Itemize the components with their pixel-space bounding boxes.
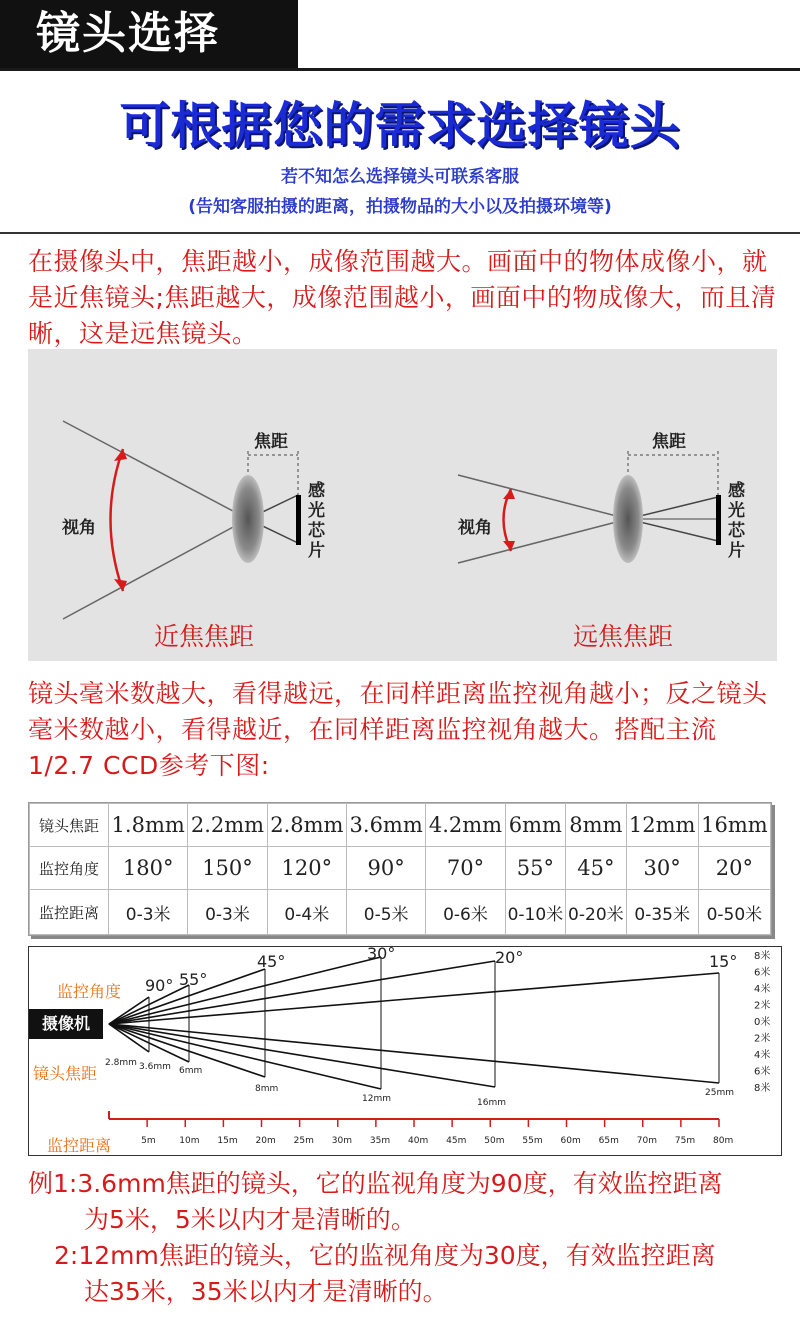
- far-focus-diagram: [458, 451, 721, 563]
- height-scale-label: 4米: [754, 1050, 771, 1061]
- distance-cell: 0-5米: [346, 890, 425, 935]
- focal-label: 12mm: [362, 1094, 391, 1104]
- row-header-focal: 镜头焦距: [30, 804, 109, 847]
- angle-cell: 30°: [626, 847, 698, 890]
- far-sensor-label: 感光芯片: [728, 481, 745, 561]
- divider: [0, 232, 800, 234]
- height-scale-label: 8米: [754, 1083, 771, 1094]
- focal-cell: 6mm: [505, 804, 565, 847]
- example-1-line-1: 例1:3.6mm焦距的镜头，它的监视角度为90度，有效监控距离: [28, 1169, 723, 1198]
- fov-cone-lower: [109, 1024, 381, 1089]
- distance-tick-label: 50m: [484, 1136, 505, 1146]
- angle-cell: 90°: [346, 847, 425, 890]
- lens-diagram-svg: [28, 349, 777, 661]
- subtitle-line-2: (告知客服拍摄的距离，拍摄物品的大小以及拍摄环境等): [188, 197, 612, 217]
- distance-tick-label: 65m: [598, 1136, 619, 1146]
- focal-label: 2.8mm: [105, 1058, 137, 1068]
- example-2-line-1: 2:12mm焦距的镜头，它的监视角度为30度，有效监控距离: [54, 1241, 716, 1270]
- distance-axis-label: 监控距离: [47, 1136, 112, 1155]
- focal-cell: 2.2mm: [188, 804, 267, 847]
- far-angle-label: 视角: [458, 518, 492, 538]
- distance-cell: 0-3米: [109, 890, 188, 935]
- angle-cell: 70°: [426, 847, 505, 890]
- focal-cell: 2.8mm: [267, 804, 346, 847]
- distance-tick-label: 5m: [141, 1136, 156, 1146]
- distance-tick-label: 70m: [636, 1136, 657, 1146]
- angle-label: 90°: [145, 976, 174, 995]
- distance-tick-label: 45m: [446, 1136, 467, 1146]
- row-header-angle: 监控角度: [30, 847, 109, 890]
- angle-cell: 120°: [267, 847, 346, 890]
- focal-cell: 1.8mm: [109, 804, 188, 847]
- angle-cell: 20°: [698, 847, 770, 890]
- height-scale-label: 6米: [754, 967, 771, 979]
- focal-label: 3.6mm: [139, 1062, 171, 1072]
- angle-label: 15°: [709, 952, 738, 971]
- distance-tick-label: 40m: [408, 1136, 429, 1146]
- height-scale-label: 8米: [754, 951, 771, 962]
- distance-cell: 0-4米: [267, 890, 346, 935]
- angle-label: 45°: [257, 952, 286, 971]
- lens-explanation-paragraph: 镜头毫米数越大，看得越远，在同样距离监控视角越小；反之镜头毫米数越小，看得越近，在同样距离监控视角越大。搭配主流1/2.7 CCD参考下图:: [28, 679, 768, 780]
- height-scale-label: 4米: [754, 984, 771, 995]
- focal-cell: 4.2mm: [426, 804, 505, 847]
- near-sensor-label: 感光芯片: [308, 481, 325, 561]
- table-row-focal: [30, 804, 771, 847]
- angle-axis-label: 监控角度: [57, 982, 122, 1001]
- table-row-distance: [30, 890, 771, 935]
- focal-cell: 16mm: [698, 804, 770, 847]
- focal-axis-label: 镜头焦距: [33, 1064, 98, 1083]
- camera-label: 摄像机: [29, 1009, 103, 1039]
- subtitle-line-1: 若不知怎么选择镜头可联系客服: [281, 167, 519, 187]
- distance-tick-label: 10m: [179, 1136, 200, 1146]
- distance-tick-label: 35m: [369, 1136, 391, 1146]
- lens-diagram-panel: [28, 349, 777, 661]
- angle-cell: 150°: [188, 847, 267, 890]
- angle-cell: 55°: [505, 847, 565, 890]
- spec-table: [29, 803, 771, 935]
- distance-cell: 0-3米: [188, 890, 267, 935]
- focal-label: 8mm: [255, 1084, 279, 1094]
- focal-label: 25mm: [705, 1088, 734, 1098]
- focal-cell: 8mm: [566, 804, 626, 847]
- angle-cell: 180°: [109, 847, 188, 890]
- far-lens: [613, 475, 643, 563]
- height-scale-label: 0米: [754, 1017, 771, 1028]
- angle-label: 20°: [495, 948, 524, 967]
- intro-paragraph: 在摄像头中，焦距越小，成像范围越大。画面中的物体成像小，就是近焦镜头;焦距越大，成像范围越小，画面中的物成像大，而且清晰，这是远焦镜头。: [28, 247, 777, 348]
- near-sensor: [296, 495, 301, 545]
- height-scale-label: 2米: [754, 1000, 771, 1012]
- distance-tick-label: 55m: [522, 1136, 543, 1146]
- near-lens: [232, 475, 264, 563]
- focal-cell: 12mm: [626, 804, 698, 847]
- distance-cell: 0-10米: [505, 890, 565, 935]
- focal-label: 6mm: [179, 1066, 203, 1076]
- angle-label: 30°: [367, 947, 396, 963]
- lens-spec-table: [28, 802, 772, 936]
- distance-cell: 0-50米: [698, 890, 770, 935]
- fov-chart: [28, 946, 782, 1156]
- focal-label: 16mm: [477, 1098, 506, 1108]
- near-angle-label: 视角: [62, 518, 96, 538]
- near-focal-label: 焦距: [254, 432, 288, 452]
- header-tab-title: 镜头选择: [0, 0, 298, 68]
- near-caption: 近焦焦距: [154, 622, 255, 651]
- far-sensor: [716, 495, 721, 545]
- far-caption: 远焦焦距: [573, 622, 674, 651]
- distance-tick-label: 75m: [674, 1136, 696, 1146]
- distance-tick-label: 60m: [560, 1136, 581, 1146]
- distance-tick-label: 30m: [331, 1136, 352, 1146]
- fov-chart-svg: [29, 947, 781, 1155]
- table-row-angle: [30, 847, 771, 890]
- distance-tick-label: 80m: [713, 1136, 734, 1146]
- height-scale-label: 6米: [754, 1066, 771, 1078]
- distance-cell: 0-35米: [626, 890, 698, 935]
- distance-cell: 0-6米: [426, 890, 505, 935]
- focal-cell: 3.6mm: [346, 804, 425, 847]
- height-scale-label: 2米: [754, 1033, 771, 1045]
- angle-cell: 45°: [566, 847, 626, 890]
- distance-tick-label: 25m: [293, 1136, 314, 1146]
- example-1-line-2: 为5米，5米以内才是清晰的。: [84, 1205, 416, 1234]
- page-title: 可根据您的需求选择镜头: [119, 97, 681, 155]
- distance-tick-label: 15m: [217, 1136, 238, 1146]
- far-focal-label: 焦距: [652, 432, 686, 452]
- distance-tick-label: 20m: [255, 1136, 276, 1146]
- angle-label: 55°: [179, 970, 208, 989]
- distance-cell: 0-20米: [566, 890, 626, 935]
- example-2-line-2: 达35米，35米以内才是清晰的。: [84, 1277, 448, 1306]
- row-header-distance: 监控距离: [30, 890, 109, 935]
